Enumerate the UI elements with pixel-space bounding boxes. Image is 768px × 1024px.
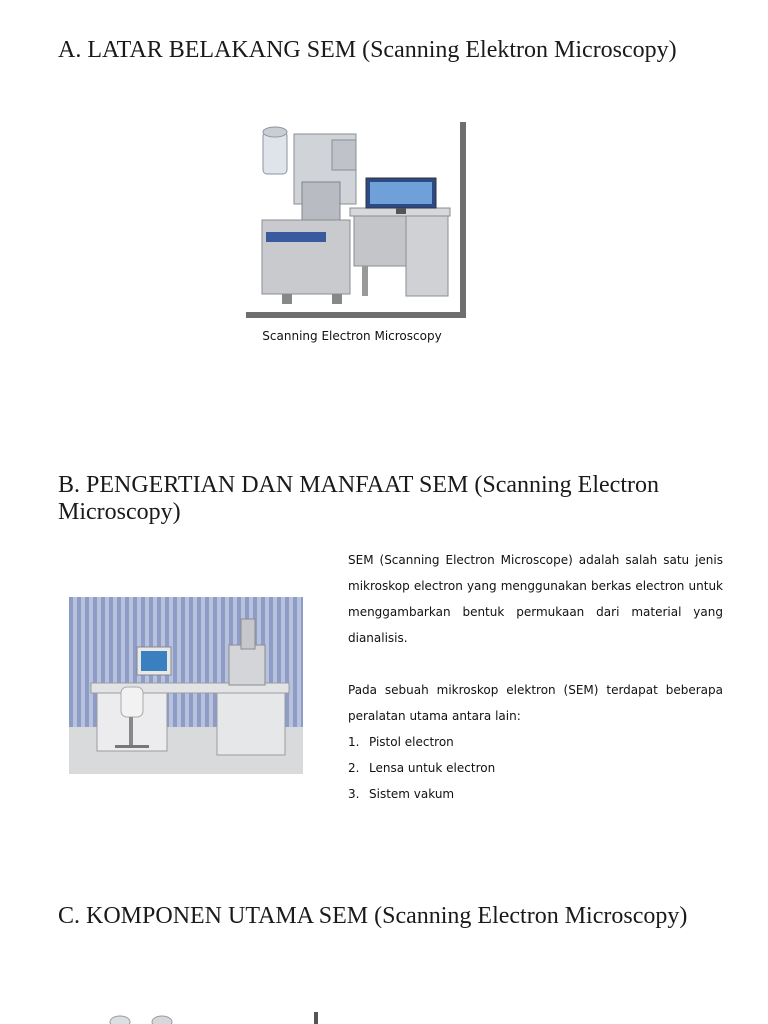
- sem-equipment-list: [348, 729, 495, 807]
- section-a-heading: A. LATAR BELAKANG SEM (Scanning Elektron Microscopy): [58, 37, 677, 63]
- section-b-heading: B. PENGERTIAN DAN MANFAAT SEM (Scanning Electron Microscopy): [58, 472, 659, 525]
- sem-definition-paragraph: SEM (Scanning Electron Microscope) adalah salah satu jenis mikroskop electron yang menggunakan berkas electron untuk menggambarkan bentuk permukaan dari material yang dianalisis.: [348, 553, 723, 645]
- sem-machine-image: [246, 122, 466, 318]
- sem-equipment-intro: Pada sebuah mikroskop elektron (SEM) terdapat beberapa peralatan utama antara lain:: [348, 683, 723, 723]
- sem-machine-illustration: [246, 122, 466, 318]
- list-item: 3. Sistem vakum: [348, 787, 455, 801]
- sem-lab-image: [69, 597, 303, 774]
- sem-components-illustration: [100, 1008, 330, 1024]
- list-item: 1. Pistol electron: [348, 735, 454, 749]
- section-c-heading: C. KOMPONEN UTAMA SEM (Scanning Electron Microscopy): [58, 903, 688, 929]
- sem-components-image: [100, 1008, 330, 1024]
- list-item: 2. Lensa untuk electron: [348, 761, 496, 775]
- sem-lab-illustration: [69, 597, 303, 774]
- image-caption: Scanning Electron Microscopy: [262, 329, 442, 343]
